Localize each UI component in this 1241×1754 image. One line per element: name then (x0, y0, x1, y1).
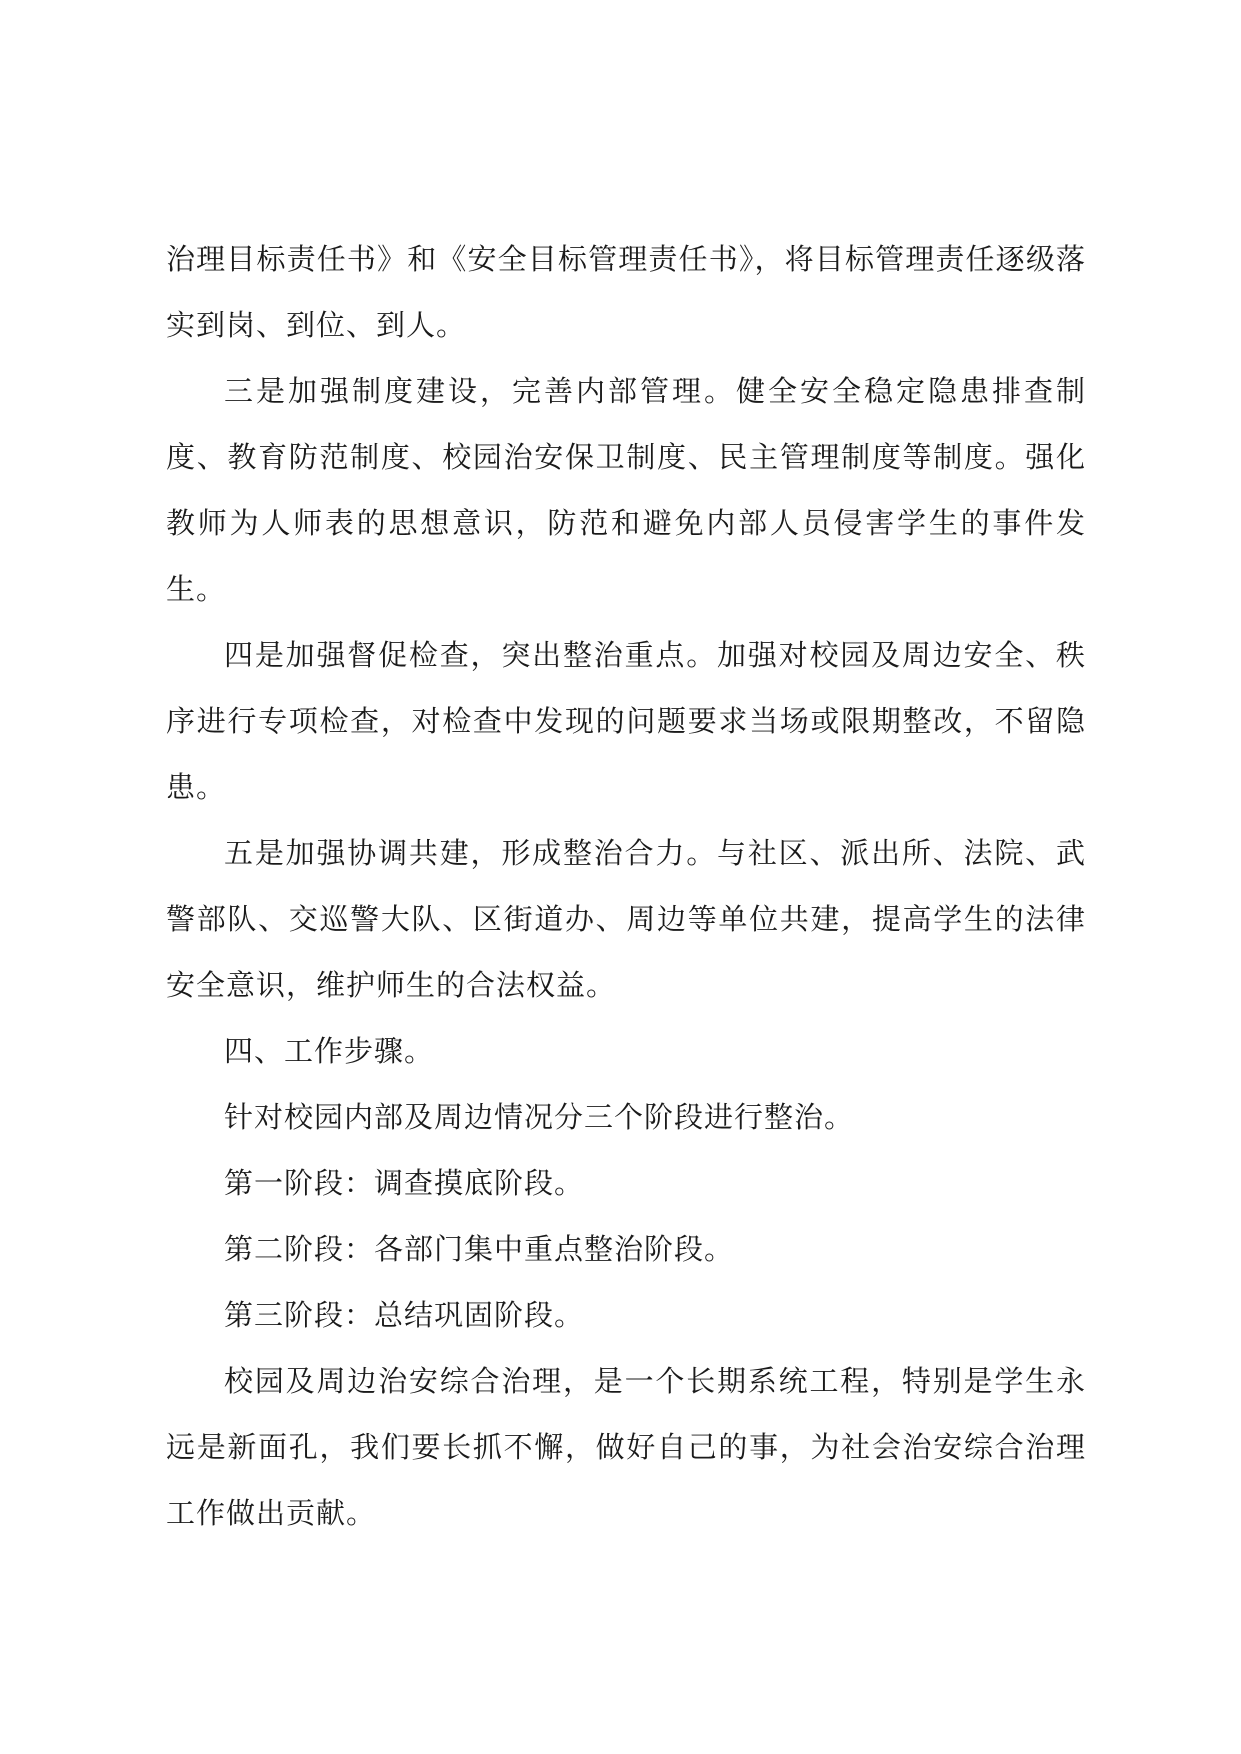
paragraph-point-four: 四是加强督促检查，突出整治重点。加强对校园及周边安全、秩序进行专项检查，对检查中发现的问题要求当场或限期整改，不留隐患。 (166, 638, 1086, 804)
paragraph-stage-three: 第三阶段：总结巩固阶段。 (224, 1298, 585, 1332)
paragraph-point-three: 三是加强制度建设，完善内部管理。健全安全稳定隐患排查制度、教育防范制度、校园治安保卫制度、民主管理制度等制度。强化教师为人师表的思想意识，防范和避免内部人员侵害学生的事件发生。 (166, 374, 1086, 606)
paragraph-point-five: 五是加强协调共建，形成整治合力。与社区、派出所、法院、武警部队、交巡警大队、区街道办、周边等单位共建，提高学生的法律安全意识，维护师生的合法权益。 (166, 836, 1086, 1002)
paragraph-continuation: 治理目标责任书》和《安全目标管理责任书》，将目标管理责任逐级落实到岗、到位、到人。 (166, 242, 1086, 342)
paragraph-stage-two: 第二阶段：各部门集中重点整治阶段。 (224, 1232, 735, 1266)
section-heading-work-steps: 四、工作步骤。 (224, 1034, 435, 1068)
document-body (166, 226, 1086, 1546)
paragraph-stages-intro: 针对校园内部及周边情况分三个阶段进行整治。 (224, 1100, 855, 1134)
paragraph-conclusion: 校园及周边治安综合治理，是一个长期系统工程，特别是学生永远是新面孔，我们要长抓不懈，做好自己的事，为社会治安综合治理工作做出贡献。 (166, 1364, 1086, 1530)
paragraph-stage-one: 第一阶段：调查摸底阶段。 (224, 1166, 585, 1200)
